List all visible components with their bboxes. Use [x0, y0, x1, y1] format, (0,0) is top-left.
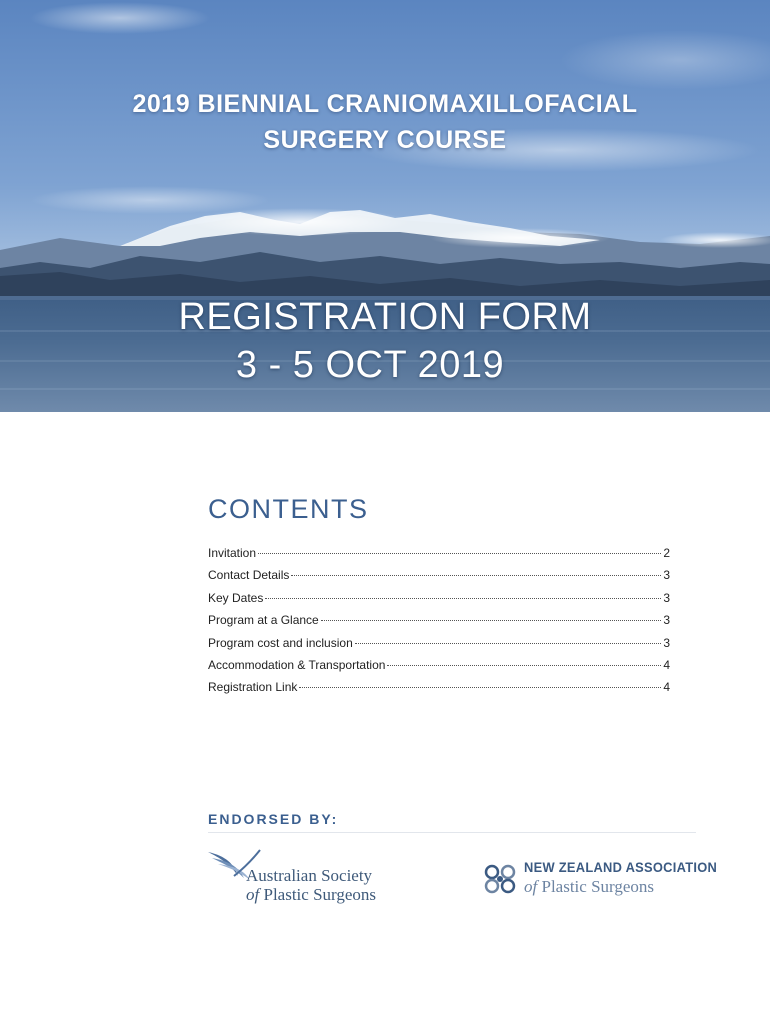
- nz-logo-of: of: [524, 877, 538, 896]
- toc-page-number: 3: [663, 613, 670, 628]
- toc-item-invitation[interactable]: [208, 546, 670, 568]
- toc-item-registration-link[interactable]: [208, 680, 670, 702]
- toc-item-label: Program at a Glance: [208, 613, 319, 628]
- hero-banner: [0, 0, 770, 412]
- toc-leader: [258, 553, 661, 554]
- table-of-contents: [208, 546, 670, 703]
- toc-leader: [355, 643, 662, 644]
- toc-item-program-at-a-glance[interactable]: [208, 613, 670, 635]
- toc-page-number: 4: [663, 657, 670, 672]
- nz-logo-line1: NEW ZEALAND ASSOCIATION: [524, 859, 718, 875]
- course-title-line1: 2019 BIENNIAL CRANIOMAXILLOFACIAL: [132, 90, 638, 118]
- nz-logo-line2: Plastic Surgeons: [537, 877, 655, 896]
- aus-logo-of: of: [246, 885, 260, 904]
- divider: [208, 832, 696, 833]
- toc-item-contact-details[interactable]: [208, 568, 670, 590]
- toc-page-number: 3: [663, 568, 670, 583]
- toc-item-label: Invitation: [208, 546, 257, 560]
- toc-page-number: 3: [663, 590, 670, 605]
- registration-form-title: REGISTRATION FORM: [178, 296, 592, 338]
- toc-leader: [321, 620, 662, 621]
- australian-society-logo: [204, 846, 404, 906]
- toc-item-label: Contact Details: [208, 568, 290, 583]
- toc-item-key-dates[interactable]: [208, 591, 670, 613]
- toc-page-number: 3: [663, 635, 670, 650]
- toc-item-label: Registration Link: [208, 680, 298, 695]
- toc-item-label: Program cost and inclusion: [208, 635, 353, 650]
- toc-item-program-cost[interactable]: [208, 636, 670, 658]
- endorsed-by-heading: ENDORSED BY:: [208, 811, 339, 827]
- toc-leader: [265, 598, 661, 599]
- toc-item-label: Accommodation & Transportation: [208, 657, 386, 672]
- course-title-line2: SURGERY COURSE: [263, 126, 507, 154]
- knot-emblem-icon: [480, 858, 520, 898]
- toc-page-number: 4: [663, 680, 670, 695]
- contents-heading: CONTENTS: [208, 494, 369, 524]
- toc-leader: [291, 575, 661, 576]
- toc-leader: [299, 687, 661, 688]
- aus-logo-line2: Plastic Surgeons: [259, 885, 377, 904]
- toc-item-accommodation[interactable]: [208, 658, 670, 680]
- course-dates: 3 - 5 OCT 2019: [235, 344, 505, 386]
- toc-item-label: Key Dates: [208, 590, 264, 605]
- nz-association-logo: [480, 856, 718, 902]
- aus-logo-line1: Australian Society: [246, 866, 373, 885]
- toc-leader: [387, 665, 661, 666]
- toc-page-number: 2: [663, 546, 670, 560]
